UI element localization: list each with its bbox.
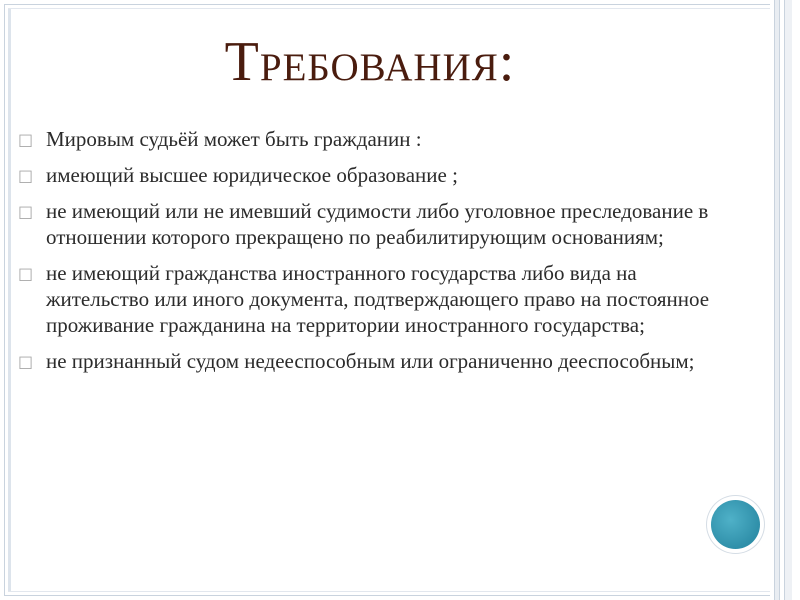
bullet-square-icon: □ (18, 264, 34, 283)
bullet-square-icon: □ (18, 166, 34, 185)
slide-title: Требования: (224, 31, 516, 93)
bullet-text: не имеющий или не имевший судимости либо уголовное преследование в отношении которого прекращено по реабилитирующим основаниям; (46, 199, 709, 249)
bullet-text: имеющий высшее юридическое образование ; (46, 163, 458, 187)
bullet-text: не имеющий гражданства иностранного государства либо вида на жительство или иного документа, подтверждающего право на постоянное проживание гражданина на территории иностранного государства; (46, 261, 710, 337)
decorative-circle (711, 500, 760, 549)
list-item (18, 126, 718, 152)
bullet-text: Мировым судьёй может быть гражданин : (46, 127, 422, 151)
slide-border-top (8, 8, 778, 9)
list-item (18, 198, 718, 250)
slide-border-left (8, 8, 11, 592)
bullet-square-icon: □ (18, 352, 34, 371)
bullet-text: не признанный судом недееспособным или ограниченно дееспособным; (46, 349, 695, 373)
slide-border-bottom (8, 591, 778, 592)
list-item (18, 260, 718, 338)
bullet-square-icon: □ (18, 130, 34, 149)
bullet-square-icon: □ (18, 202, 34, 221)
list-item (18, 348, 718, 374)
bullet-list (18, 126, 718, 384)
slide-border-right-strip (770, 0, 792, 600)
list-item (18, 162, 718, 188)
